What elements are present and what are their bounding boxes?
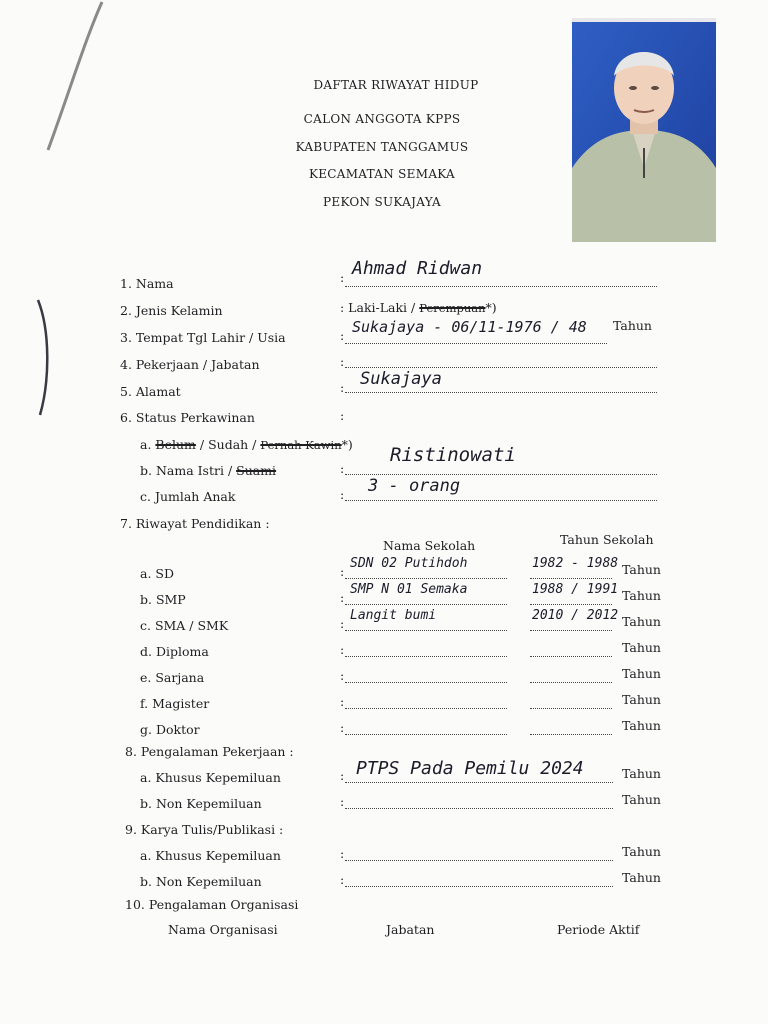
sub-row-label: b. Non Kepemiluan: [140, 796, 262, 811]
value-nama-istri[interactable]: Ristinowati: [390, 444, 516, 466]
sub-row-unit: Tahun: [622, 792, 661, 807]
edu-year-dotted-line: [530, 656, 612, 657]
value-jumlah-anak[interactable]: 3 - orang: [368, 476, 461, 496]
sub-row-unit: Tahun: [622, 870, 661, 885]
col-tahun-sekolah: Tahun Sekolah: [560, 532, 654, 547]
sub-row-colon: :: [340, 794, 345, 809]
status-option-belum: Belum: [155, 437, 196, 452]
label-status: 6. Status Perkawinan: [120, 410, 255, 425]
jenis-kelamin-footnote: *): [485, 300, 497, 315]
edu-school-dotted-line: [345, 578, 507, 579]
form-title: DAFTAR RIWAYAT HIDUP: [313, 78, 479, 92]
value-alamat[interactable]: Sukajaya: [360, 369, 442, 389]
edu-row-colon: :: [340, 720, 345, 735]
label-nama-suami-struck: Suami: [236, 463, 277, 478]
edu-year-dotted-line: [530, 604, 612, 605]
header-line-4: PEKON SUKAJAYA: [323, 195, 441, 209]
edu-school-dotted-line: [345, 656, 507, 657]
hole-punch-mark: [30, 290, 60, 430]
edu-year-unit: Tahun: [622, 614, 661, 629]
edu-school-value[interactable]: SDN 02 Putihdoh: [350, 556, 468, 571]
dotted-line-pekerjaan: [345, 367, 657, 368]
edu-row-colon: :: [340, 668, 345, 683]
edu-school-dotted-line: [345, 630, 507, 631]
sub-row-colon: :: [340, 768, 345, 783]
sub-row-dotted-line: [345, 860, 613, 861]
edu-year-unit: Tahun: [622, 588, 661, 603]
edu-row-colon: :: [340, 642, 345, 657]
label-organisasi: 10. Pengalaman Organisasi: [125, 897, 299, 912]
sub-row-label: a. Khusus Kepemiluan: [140, 848, 281, 863]
edu-school-value[interactable]: Langit bumi: [350, 608, 437, 623]
edu-school-dotted-line: [345, 604, 507, 605]
status-a-footnote: *): [341, 437, 353, 452]
dotted-line-ttl: [345, 343, 607, 344]
colon-jumlah-anak: :: [340, 487, 345, 502]
sub-row-colon: :: [340, 846, 345, 861]
header-line-1: CALON ANGGOTA KPPS: [303, 112, 461, 126]
edu-year-dotted-line: [530, 682, 612, 683]
edu-school-dotted-line: [345, 682, 507, 683]
status-a-prefix: a.: [140, 437, 152, 452]
sub-row-value[interactable]: PTPS Pada Pemilu 2024: [356, 758, 584, 779]
edu-year-value[interactable]: 1982 - 1988: [532, 556, 619, 571]
edu-row-label: f. Magister: [140, 696, 210, 711]
edu-year-dotted-line: [530, 630, 612, 631]
value-nama[interactable]: Ahmad Ridwan: [352, 258, 483, 279]
sub-row-unit: Tahun: [622, 766, 661, 781]
status-option-pernah-kawin: Pernah Kawin: [260, 438, 342, 452]
label-nama: 1. Nama: [120, 276, 174, 291]
col-nama-sekolah: Nama Sekolah: [383, 538, 476, 553]
dotted-line-jumlah-anak: [345, 500, 657, 501]
edu-row-label: c. SMA / SMK: [140, 618, 229, 633]
sub-row-label: a. Khusus Kepemiluan: [140, 770, 281, 785]
colon-alamat: :: [340, 380, 345, 395]
edu-school-dotted-line: [345, 734, 507, 735]
edu-row-colon: :: [340, 694, 345, 709]
sub-row-dotted-line: [345, 886, 613, 887]
edu-row-colon: :: [340, 590, 345, 605]
edu-year-value[interactable]: 2010 / 2012: [532, 608, 619, 623]
edu-year-unit: Tahun: [622, 640, 661, 655]
colon-ttl: :: [340, 328, 345, 343]
dotted-line-alamat: [345, 392, 657, 393]
edu-year-unit: Tahun: [622, 692, 661, 707]
edu-row-label: g. Doktor: [140, 722, 200, 737]
applicant-photo: [572, 18, 716, 242]
label-alamat: 5. Alamat: [120, 384, 181, 399]
header-line-2: KABUPATEN TANGGAMUS: [295, 140, 469, 154]
label-nama-istri-text: b. Nama Istri /: [140, 463, 233, 478]
jenis-kelamin-option-perempuan: Perempuan: [419, 301, 486, 315]
col-jabatan: Jabatan: [386, 922, 435, 937]
colon-status: :: [340, 408, 345, 423]
edu-row-label: e. Sarjana: [140, 670, 205, 685]
header-line-3: KECAMATAN SEMAKA: [308, 167, 456, 181]
edu-school-value[interactable]: SMP N 01 Semaka: [350, 582, 468, 597]
edu-year-unit: Tahun: [622, 718, 661, 733]
value-jenis-kelamin[interactable]: [340, 300, 497, 315]
label-pendidikan: 7. Riwayat Pendidikan :: [120, 516, 270, 531]
label-nama-istri: [140, 463, 276, 478]
col-nama-organisasi: Nama Organisasi: [168, 922, 278, 937]
edu-row-label: a. SD: [140, 566, 174, 581]
jenis-kelamin-option-laki: : Laki-Laki /: [340, 300, 416, 315]
edu-row-label: d. Diploma: [140, 644, 209, 659]
label-pekerjaan: 4. Pekerjaan / Jabatan: [120, 357, 260, 372]
colon-pekerjaan: :: [340, 354, 345, 369]
sub-row-dotted-line: [345, 782, 613, 783]
sub-row-dotted-line: [345, 808, 613, 809]
label-pengalaman: 8. Pengalaman Pekerjaan :: [125, 744, 294, 759]
sub-row-colon: :: [340, 872, 345, 887]
edu-row-colon: :: [340, 564, 345, 579]
edu-year-value[interactable]: 1988 / 1991: [532, 582, 619, 597]
sub-row-label: b. Non Kepemiluan: [140, 874, 262, 889]
dotted-line-nama-istri: [345, 474, 657, 475]
status-option-sudah: / Sudah /: [199, 437, 257, 452]
label-jenis-kelamin: 2. Jenis Kelamin: [120, 303, 223, 318]
status-a-row[interactable]: [140, 437, 353, 452]
colon-nama-istri: :: [340, 461, 345, 476]
col-periode-aktif: Periode Aktif: [557, 922, 640, 937]
edu-year-unit: Tahun: [622, 562, 661, 577]
value-ttl[interactable]: Sukajaya - 06/11-1976 / 48: [352, 318, 587, 336]
label-karya: 9. Karya Tulis/Publikasi :: [125, 822, 284, 837]
edu-row-colon: :: [340, 616, 345, 631]
colon-nama: :: [340, 270, 345, 285]
label-jumlah-anak: c. Jumlah Anak: [140, 489, 236, 504]
dotted-line-nama: [345, 286, 657, 287]
sub-row-unit: Tahun: [622, 844, 661, 859]
scan-edge-mark: [30, 0, 110, 160]
edu-school-dotted-line: [345, 708, 507, 709]
unit-ttl: Tahun: [613, 318, 652, 333]
edu-year-dotted-line: [530, 708, 612, 709]
edu-year-unit: Tahun: [622, 666, 661, 681]
edu-year-dotted-line: [530, 734, 612, 735]
edu-row-label: b. SMP: [140, 592, 186, 607]
edu-year-dotted-line: [530, 578, 612, 579]
label-ttl: 3. Tempat Tgl Lahir / Usia: [120, 330, 286, 345]
